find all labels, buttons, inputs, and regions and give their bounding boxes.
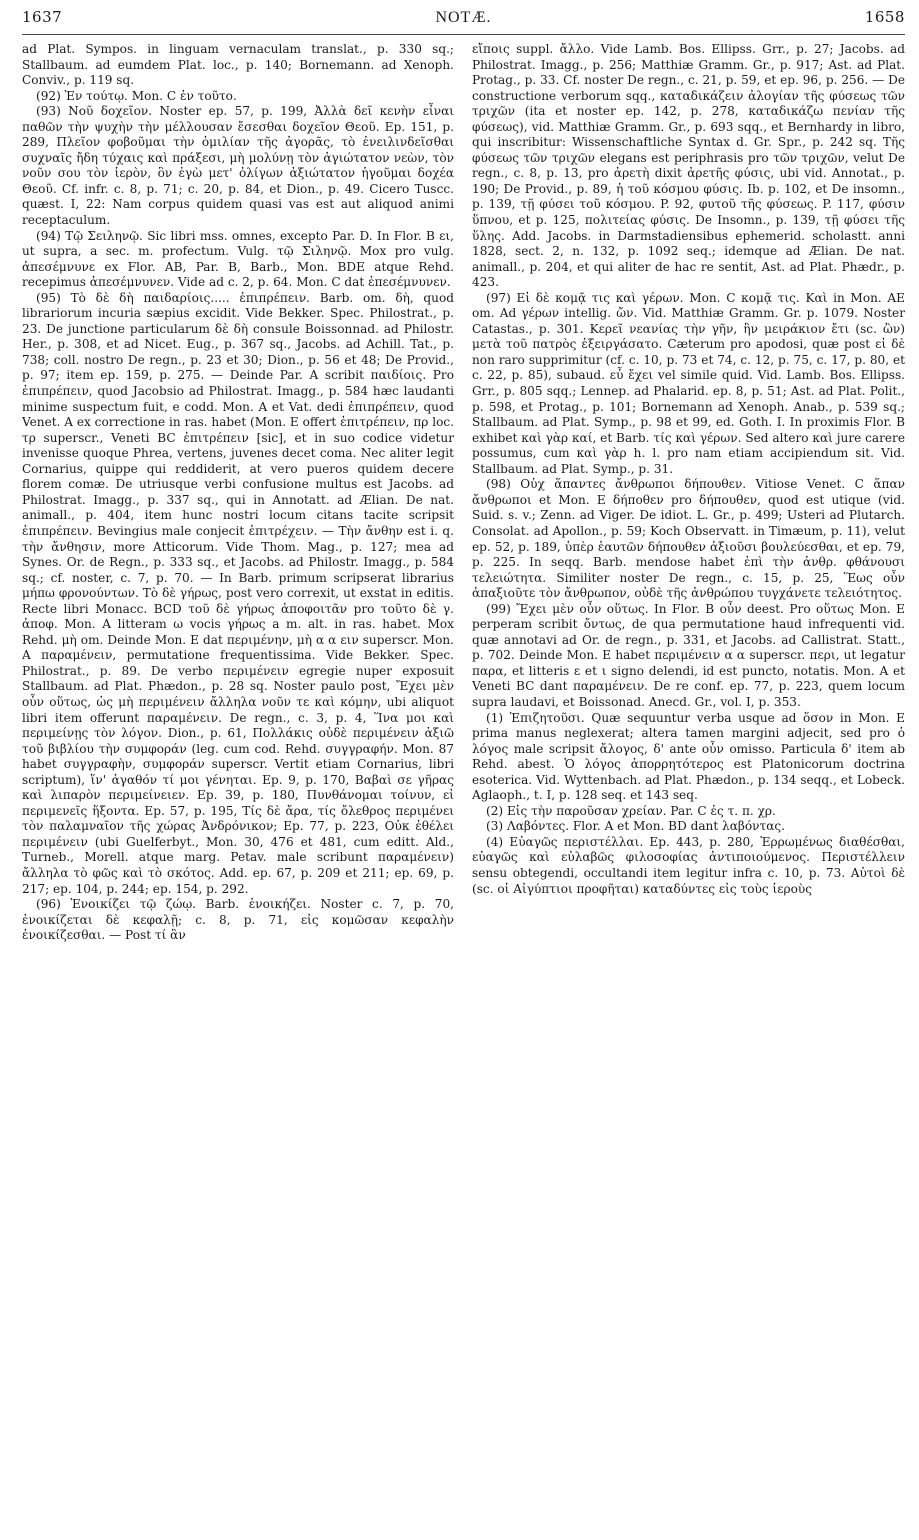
note-paragraph: (92) Ἐν τούτῳ. Mon. C ἐν τοῦτο. (36, 88, 237, 103)
right-column (472, 42, 905, 1534)
header-rule (22, 34, 905, 35)
note-paragraph: (3) Λαβόντες. Flor. A et Mon. BD dant λαβόντας. (486, 819, 785, 834)
right-page-number: 1658 (864, 8, 905, 26)
note-paragraph: (98) Οὐχ ἅπαντες ἄνθρωποι δήπουθεν. Vitiose Venet. C ἅπαν ἄνθρωποι et Mon. E δήποθεν pro δήπουθεν, quod est utique (vid. Suid. s. v.; Zenn. ad Viger. De idiot. L. Gr., p. 499; Usteri ad Plutarch. Consolat. ad Apollon., p. 59; Koch Observatt. in Timæum, p. 11), velut ep. 52, p. 189, ὑπὲρ ἑαυτῶν δήπουθεν ἀξιοῦσι βουλεύεσθαι, et ep. 79, p. 225. In seqq. Barb. mendose habet ἐπὶ τὴν ἀνθρ. φθάνουσι τελειώτητα. Similiter noster De regn., c. 15, p. 25, Ἕως οὖν ἀπαξιοῦτε τὸν ἄνθρωπον, οὐδὲ τῆς ἀνθρώπου τυγχάνετε τελειότητος. (472, 477, 905, 601)
note-paragraph: (94) Τῷ Σειληνῷ. Sic libri mss. omnes, excepto Par. D. In Flor. B ει, ut supra, a sec. m. profectum. Vulg. τῷ Σιληνῷ. Mox pro vulg. ἀπεσέμνυνε ex Flor. AB, Par. B, Barb., Mon. BDE atque Rehd. recepimus ἀπεσέμνυνεν. Vide ad c. 2, p. 64. Mon. C dat ἐπεσέμνυνεν. (22, 228, 454, 290)
note-paragraph: (2) Εἰς τὴν παροῦσαν χρείαν. Par. C ἐς τ. π. χρ. (486, 803, 776, 818)
note-paragraph: (97) Εἰ δὲ κομᾷ τις καὶ γέρων. Mon. C κομᾷ τις. Καὶ in Mon. AE om. Ad γέρων intellig. ὤν. Vid. Matthiæ Gramm. Gr. p. 1079. Noster Catastas., p. 301. Κερεῖ νεανίας τὴν γῆν, ἣν μειράκιον ἔτι (sc. ὢν) μετὰ τοῦ πατρὸς ἐξειργάσατο. Cæterum pro apodosi, quæ post εἰ δὲ non raro supprimitur (cf. c. 10, p. 73 et 74, c. 12, p. 75, c. 17, p. 80, et c. 22, p. 85), subaud. εὖ ἔχει vel simile quid. Vid. Lamb. Bos. Ellipss. Grr., p. 805 sqq.; Lennep. ad Phalarid. ep. 8, p. 51; Ast. ad Plat. Polit., p. 598, et Protag., p. 101; Bornemann ad Xenoph. Anab., p. 539 sq.; Stallbaum. ad Plat. Symp., p. 98 et 99, ed. Goth. I. In proximis Flor. B exhibet καὶ γὰρ καί, et Barb. τίς καὶ γέρων. Sed altero καὶ jure carere possumus, cum καὶ γὰρ h. l. pro nam etiam accipiendum sit. Vid. Stallbaum. ad Plat. Symp., p. 31. (472, 290, 905, 476)
note-paragraph: (99) Ἔχει μὲν οὖν οὕτως. In Flor. B οὖν deest. Pro οὕτως Mon. E perperam scribit ὄντως, de qua permutatione haud infrequenti vid. quæ annotavi ad Or. de regn., p. 331, et Jacobs. ad Callistrat. Statt., p. 702. Deinde Mon. E habet περιμένειν α α superscr. περι, ut legatur παρα, et litteris ε et ι signo delendi, id est puncto, notatis. Mon. A et Veneti BC dant παραμένειν. De re conf. ep. 77, p. 223, quem locum supra laudavi, et Boissonad. Anecd. Gr., vol. I, p. 353. (472, 601, 905, 709)
note-paragraph: (1) Ἐπιζητοῦσι. Quæ sequuntur verba usque ad ὅσον in Mon. E prima manus neglexerat; altera tamen margini adjecit, sed pro ὁ λόγος male scripsit ἄλογος, δ' ante οὖν omisso. Particula δ' item ab Rehd. abest. Ὁ λόγος ἀπορρητότερος est Platonicorum doctrina esoterica. Vid. Wyttenbach. ad Plat. Phædon., p. 134 seqq., et Lobeck. Aglaoph., t. I, p. 128 seq. et 143 seq. (472, 710, 905, 803)
page-header (22, 8, 905, 34)
left-page-number: 1637 (22, 8, 63, 26)
note-paragraph: εἴποις suppl. ἄλλο. Vide Lamb. Bos. Ellipss. Grr., p. 27; Jacobs. ad Philostrat. Imagg., p. 256; Matthiæ Gramm. Gr., p. 917; Ast. ad Plat. Protag., p. 33. Cf. noster De regn., c. 21, p. 59, et ep. 96, p. 256. — De constructione verborum sqq., καταδικάζειν ἀλογίαν τῆς φύσεως τῶν τριχῶν (ita et noster ep. 142, p. 278, καταδικάζω πενίαν τῆς φύσεως), vid. Matthiæ Gramm. Gr., p. 693 sqq., et Bernhardy in libro, qui inscribitur: Wissenschaftliche Syntax d. Gr. Spr., p. 242 sq. Τῆς φύσεως τῶν τριχῶν elegans est periphrasis pro τῶν τριχῶν, velut De regn., c. 8, p. 13, pro ἀρετὴ dixit ἀρετῆς φύσις, ubi vid. Annotat., p. 190; De Provid., p. 89, ἡ τοῦ κόσμου φύσις. Ib. p. 102, et De insomn., p. 139, τῇ φύσει τοῦ κόσμου. P. 92, φυτοῦ τῆς φύσεως. P. 117, φύσιν ὕπνου, et p. 125, πολιτείας φύσις. De Insomn., p. 139, τῇ φύσει τῆς ὕλης. Add. Jacobs. in Darmstadiensibus ephemerid. scholastt. anni 1828, sect. 2, n. 132, p. 1092 seq.; idemque ad Ælian. De nat. animall., p. 204, et qui aliter de hac re sentit, Ast. ad Plat. Phædr., p. 423. (472, 42, 905, 290)
left-column (22, 42, 454, 1534)
note-paragraph: (93) Νοῦ δοχεῖον. Noster ep. 57, p. 199, Ἀλλὰ δεῖ κενὴν εἶναι παθῶν τὴν ψυχὴν τὴν μέλλουσαν ἔσεσθαι δοχεῖον Θεοῦ. Ep. 151, p. 289, Πλεῖον φοβοῦμαι τὴν ὁμιλίαν τῆς ἀγορᾶς, τὸ ἐνειλινδεῖσθαι συχναῖς ἤδη τύχαις καὶ πράξεσι, μὴ μολύνῃ τὸν ἁγιώτατον νεὼν, τὸν νοῦν σου τὸν ἱερὸν, ὃν ἐγὼ μετ' ὀλίγων ἀξιώτατον ἡγοῦμαι δοχέα Θεοῦ. Cf. infr. c. 8, p. 71; c. 20, p. 84, et Dion., p. 49. Cicero Tuscc. quæst. I, 22: Nam corpus quidem quasi vas est aut aliquod animi receptaculum. (22, 104, 454, 228)
running-title: NOTÆ. (435, 9, 492, 26)
note-paragraph: (96) Ἐνοικίζει τῷ ζώῳ. Barb. ἐνοικήζει. Noster c. 7, p. 70, ἐνοικίζεται δὲ κεφαλῇ; c. 8, p. 71, εἰς κομῶσαν κεφαλὴν ἐνοικίζεσθαι. — Post τί ἂν (22, 897, 454, 943)
note-paragraph: (4) Εὐαγῶς περιστέλλαι. Ep. 443, p. 280, Ἐρρωμένως διαθέσθαι, εὐαγῶς καὶ εὐλαβῶς φιλοσοφίας ἀντιποιούμενος. Περιστέλλειν sensu obtegendi, occultandi item legitur infra c. 10, p. 73. Αὐτοὶ δὲ (sc. οἱ Αἰγύπτιοι προφῆται) καταδύντες εἰς τοὺς ἱεροὺς (472, 834, 905, 896)
note-paragraph: ad Plat. Sympos. in linguam vernaculam translat., p. 330 sq.; Stallbaum. ad eumdem Plat. loc., p. 140; Bornemann. ad Xenoph. Conviv., p. 119 sq. (22, 42, 454, 88)
note-paragraph: (95) Τὸ δὲ δὴ παιδαρίοις..... ἐπιπρέπειν. Barb. om. δὴ, quod librariorum incuria sæpius excidit. Vide Bekker. Spec. Philostrat., p. 23. De junctione particularum δὲ δὴ consule Boissonnad. ad Philostr. Her., p. 308, et ad Nicet. Eug., p. 367 sq., Jacobs. ad Achill. Tat., p. 738; coll. nostro De regn., p. 23 et 30; Dion., p. 56 et 48; De Provid., p. 97; item ep. 159, p. 275. — Deinde Par. A scribit παιδίοις. Pro ἐπιπρέπειν, quod Jacobsio ad Philostrat. Imagg., p. 584 hæc laudanti minime suspectum fuit, e codd. Mon. A et Vat. dedi ἐπιπρέπειν, quod Venet. A ex correctione in ras. habet (Mon. E offert ἐπιτρέπειν, πρ loc. τρ superscr., Veneti BC ἐπιτρέπειν [sic], et in suo codice videtur invenisse quoque Phrea, vertens, juvenes decet coma. Nec aliter legit Cornarius, quippe qui reddiderit, at vero pueros quidem decere florem comæ. De utriusque verbi confusione multus est Jacobs. ad Philostrat. Imagg., p. 337 sq., qui in Annotatt. ad Ælian. De nat. animall., p. 404, item hunc nostri locum citans tacite scripsit ἐπιπρέπειν. Bevingius male conjecit ἐπιτρέχειν. — Τὴν ἄνθην est i. q. τὴν ἄνθησιν, more Atticorum. Vide Thom. Mag., p. 127; mea ad Synes. Or. de Regn., p. 333 sq., et Jacobs. ad Philostr. Imagg., p. 584 sq.; cf. noster, c. 7, p. 70. — In Barb. primum scripserat librarius μήπω φρονούντων. Τὸ δὲ γήρως, post vero correxit, ut exstat in editis. Recte libri Monacc. BCD τοῦ δὲ γήρως ἀποφοιτᾶν pro τοῦτο δὲ γ. ἀποφ. Mon. A litteram ω vocis γήρως a m. alt. in ras. habet. Mox Rehd. μὴ om. Deinde Mon. E dat περιμένην, μὴ α α ειν superscr. Mon. A παραμένειν, permutatione frequentissima. Vide Bekker. Spec. Philostrat., p. 89. De verbo περιμένειν egregie nuper exposuit Stallbaum. ad Plat. Phædon., p. 28 sq. Noster paulo post, Ἔχει μὲν οὖν οὕτως, ὡς μὴ περιμένειν ἄλληλα νοῦν τε καὶ κόμην, ubi aliquot libri item offerunt παραμένειν. De regn., c. 3, p. 4, Ἵνα μοι καὶ περιμείνῃς τὸν λόγον. Dion., p. 61, Πολλάκις οὐδὲ περιμένειν ἀξιῶ τοῦ βιβλίου τὴν συμφοράν (leg. cum cod. Rehd. συγγραφήν. Mon. 87 habet συγγραφὴν, συμφοράν superscr. Vertit etiam Cornarius, libri scriptum), ἵν' ἀγαθόν τί μοι γένηται. Ep. 9, p. 170, Βαβαὶ σε γῆρας καὶ λιπαρὸν περιμείνειεν. Ep. 39, p. 180, Πυνθάνομαι τοίνυν, εἰ περιμενεῖς ἥξοντα. Ep. 57, p. 195, Τίς δὲ ἄρα, τίς ὄλεθρος περιμένει τὸν παλαμναῖον τῆς χώρας Ἀνδρόνικον; Ep. 77, p. 223, Οὐκ ἐθέλει περιμένειν (ubi Guelferbyt., Mon. 30, 476 et 481, cum editt. Ald., Turneb., Morell. atque marg. Petav. male scribunt παραμένειν) ἄλληλα τὸ φῶς καὶ τὸ σκότος. Add. ep. 67, p. 209 et 211; ep. 69, p. 217; ep. 104, p. 244; ep. 154, p. 292. (22, 290, 454, 896)
